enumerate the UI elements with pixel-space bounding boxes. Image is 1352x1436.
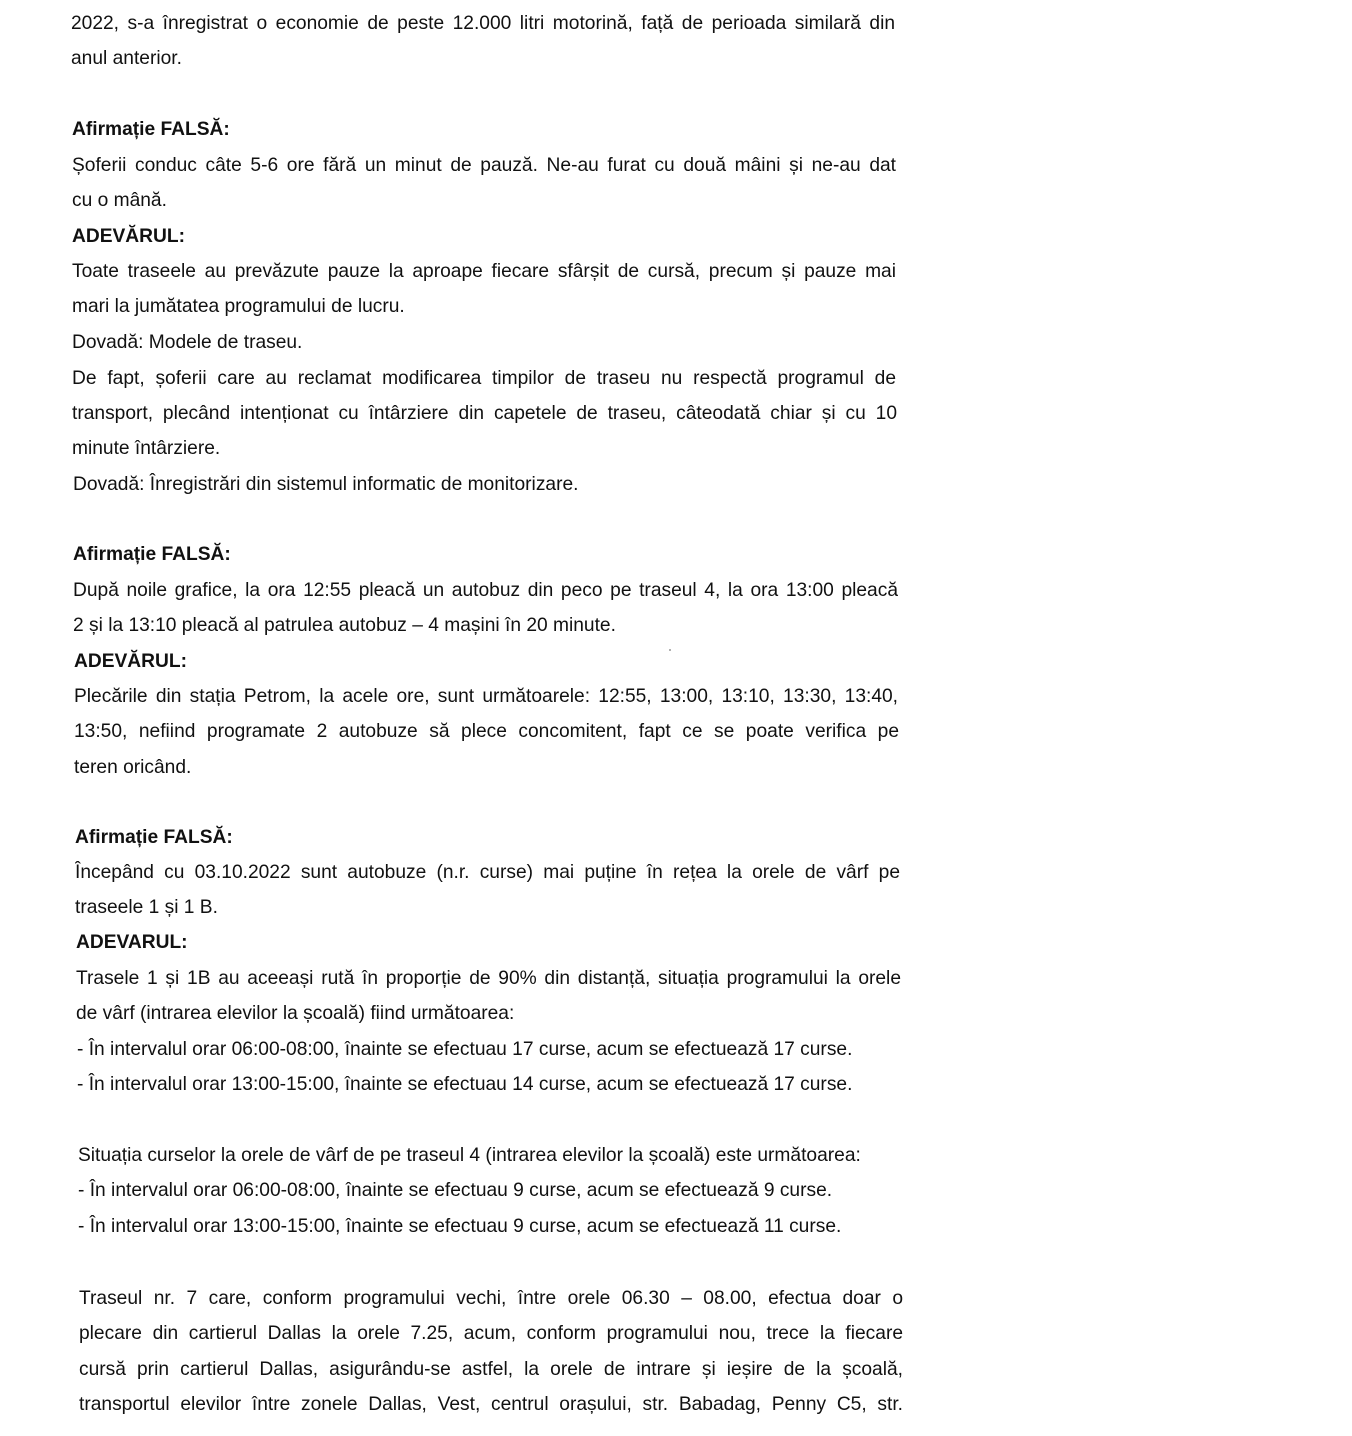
section1-proof-1: Dovadă: Modele de traseu. bbox=[72, 332, 303, 353]
section1-truth-label: ADEVĂRUL: bbox=[72, 226, 185, 247]
section1-para-line-1: De fapt, șoferii care au reclamat modificarea timpilor de traseu nu respectă programul de bbox=[72, 368, 896, 389]
section1-truth-line-1: Toate traseele au prevăzute pauze la aproape fiecare sfârșit de cursă, precum și pauze mai bbox=[72, 261, 896, 282]
route7-line-3: cursă prin cartierul Dallas, asigurându-se astfel, la orele de intrare și ieșire de la școală, bbox=[79, 1359, 903, 1380]
section3-bullet-2: - În intervalul orar 13:00-15:00, înainte se efectuau 14 curse, acum se efectuează 17 curse. bbox=[77, 1074, 853, 1095]
section1-para-line-2: transport, plecând intenționat cu întârziere din capetele de traseu, câteodată chiar și cu 10 bbox=[72, 403, 897, 424]
section1-proof-2: Dovadă: Înregistrări din sistemul informatic de monitorizare. bbox=[73, 474, 579, 495]
section3-claim-line-1: Începând cu 03.10.2022 sunt autobuze (n.r. curse) mai puține în rețea la orele de vârf pe bbox=[75, 862, 900, 883]
section3-truth-label: ADEVARUL: bbox=[76, 932, 188, 953]
section1-truth-line-2: mari la jumătatea programului de lucru. bbox=[72, 296, 405, 317]
route7-line-2: plecare din cartierul Dallas la orele 7.25, acum, conform programului nou, trece la fiecare bbox=[79, 1323, 903, 1344]
section2-truth-line-1: Plecările din stația Petrom, la acele ore, sunt următoarele: 12:55, 13:00, 13:10, 13:30, 13:40, bbox=[74, 686, 898, 707]
route7-line-4: transportul elevilor între zonele Dallas, Vest, centrul orașului, str. Babadag, Penny C5, str. bbox=[79, 1394, 903, 1415]
section1-claim-line-2: cu o mână. bbox=[72, 190, 167, 211]
route4-intro: Situația curselor la orele de vârf de pe traseul 4 (intrarea elevilor la școală) este următoarea: bbox=[78, 1145, 861, 1166]
section2-claim-label: Afirmație FALSĂ: bbox=[73, 544, 231, 565]
section3-claim-line-2: traseele 1 și 1 B. bbox=[75, 897, 218, 918]
route4-bullet-2: - În intervalul orar 13:00-15:00, înainte se efectuau 9 curse, acum se efectuează 11 curse. bbox=[78, 1216, 842, 1237]
section1-claim-line-1: Șoferii conduc câte 5-6 ore fără un minut de pauză. Ne-au furat cu două mâini și ne-au dat bbox=[72, 155, 896, 176]
intro-line-2: anul anterior. bbox=[71, 48, 182, 69]
section1-para-line-3: minute întârziere. bbox=[72, 438, 221, 459]
route4-bullet-1: - În intervalul orar 06:00-08:00, înainte se efectuau 9 curse, acum se efectuează 9 curse. bbox=[78, 1180, 833, 1201]
section3-truth-line-2: de vârf (intrarea elevilor la școală) fiind următoarea: bbox=[76, 1003, 515, 1024]
section2-claim-line-2: 2 și la 13:10 pleacă al patrulea autobuz – 4 mașini în 20 minute. bbox=[73, 615, 616, 636]
section3-truth-line-1: Trasele 1 și 1B au aceeași rută în proporție de 90% din distanță, situația programului la orele bbox=[76, 968, 901, 989]
route7-line-1: Traseul nr. 7 care, conform programului vechi, între orele 06.30 – 08.00, efectua doar o bbox=[79, 1288, 903, 1309]
section3-bullet-1: - În intervalul orar 06:00-08:00, înainte se efectuau 17 curse, acum se efectuează 17 curse. bbox=[77, 1039, 853, 1060]
intro-line-1: 2022, s-a înregistrat o economie de peste 12.000 litri motorină, față de perioada similară din bbox=[71, 13, 895, 34]
section2-truth-label: ADEVĂRUL: bbox=[74, 651, 187, 672]
section1-claim-label: Afirmație FALSĂ: bbox=[72, 119, 230, 140]
section2-truth-line-2: 13:50, nefiind programate 2 autobuze să plece concomitent, fapt ce se poate verifica pe bbox=[74, 721, 899, 742]
section3-claim-label: Afirmație FALSĂ: bbox=[75, 827, 233, 848]
section2-truth-line-3: teren oricând. bbox=[74, 757, 192, 778]
section2-claim-line-1: După noile grafice, la ora 12:55 pleacă un autobuz din peco pe traseul 4, la ora 13:00 pleacă bbox=[73, 580, 898, 601]
scan-speck bbox=[669, 649, 671, 651]
